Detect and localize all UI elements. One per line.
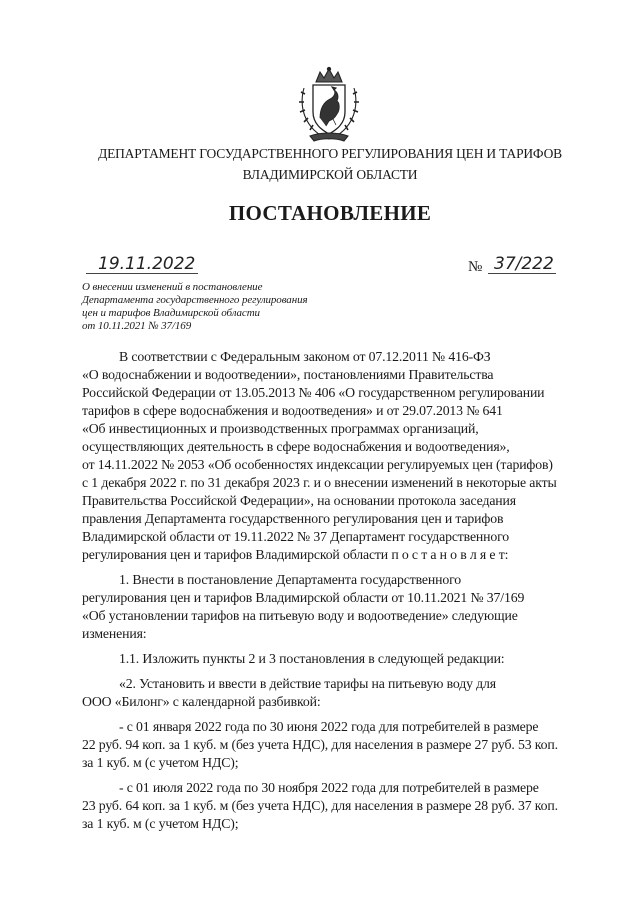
body-line: осуществляющих деятельность в сфере водоснабжения и водоотведения», bbox=[82, 439, 510, 454]
body-line: 1. Внести в постановление Департамента государственного bbox=[119, 572, 462, 587]
subject-line: цен и тарифов Владимирской области bbox=[82, 307, 260, 319]
body-line: ООО «Билонг» с календарной разбивкой: bbox=[82, 694, 321, 709]
body-line: регулирования цен и тарифов Владимирской области п о с т а н о в л я е т: bbox=[82, 547, 509, 562]
body-line: правления Департамента государственного регулирования цен и тарифов bbox=[82, 511, 504, 526]
body-line: 23 руб. 64 коп. за 1 куб. м (без учета НДС), для населения в размере 28 руб. 37 коп. bbox=[82, 798, 558, 813]
body-line: «2. Установить и ввести в действие тарифы на питьевую воду для bbox=[119, 676, 496, 691]
department-name-line-2: ВЛАДИМИРСКОЙ ОБЛАСТИ bbox=[242, 167, 418, 182]
document-title: ПОСТАНОВЛЕНИЕ bbox=[228, 201, 432, 225]
body-line: «О водоснабжении и водоотведении», постановлениями Правительства bbox=[82, 367, 494, 382]
body-line: изменения: bbox=[82, 626, 147, 641]
item-1-1-line: 1.1. Изложить пункты 2 и 3 постановления в следующей редакции: bbox=[119, 651, 505, 666]
body-line: за 1 куб. м (с учетом НДС); bbox=[82, 816, 239, 831]
document-date: 19.11.2022 bbox=[98, 254, 196, 274]
document-subject bbox=[82, 281, 382, 333]
subject-line: О внесении изменений в постановление bbox=[82, 281, 263, 293]
body-line: Правительства Российской Федерации», на основании протокола заседания bbox=[82, 493, 516, 508]
coat-of-arms-emblem bbox=[296, 66, 362, 144]
body-line: В соответствии с Федеральным законом от 07.12.2011 № 416-ФЗ bbox=[119, 349, 491, 364]
body-line: регулирования цен и тарифов Владимирской области от 10.11.2021 № 37/169 bbox=[82, 590, 525, 605]
department-name-line-1: ДЕПАРТАМЕНТ ГОСУДАРСТВЕННОГО РЕГУЛИРОВАНИЯ ЦЕН И ТАРИФОВ bbox=[98, 146, 562, 161]
date-underline bbox=[86, 273, 198, 274]
body-line: за 1 куб. м (с учетом НДС); bbox=[82, 755, 239, 770]
body-line: Владимирской области от 19.11.2022 № 37 Департамент государственного bbox=[82, 529, 510, 544]
number-underline bbox=[488, 273, 556, 274]
body-line: «Об установлении тарифов на питьевую воду и водоотведение» следующие bbox=[82, 608, 518, 623]
body-line: 22 руб. 94 коп. за 1 куб. м (без учета НДС), для населения в размере 27 руб. 53 коп. bbox=[82, 737, 558, 752]
body-line: с 1 декабря 2022 г. по 31 декабря 2023 г. и о внесении изменений в некоторые акты bbox=[82, 475, 557, 490]
body-line: - с 01 июля 2022 года по 30 ноября 2022 года для потребителей в размере bbox=[119, 780, 539, 795]
body-line: Российской Федерации от 13.05.2013 № 406 «О государственном регулировании bbox=[82, 385, 545, 400]
document-number: 37/222 bbox=[494, 254, 554, 274]
body-line: - с 01 января 2022 года по 30 июня 2022 года для потребителей в размере bbox=[119, 719, 539, 734]
number-label: № bbox=[468, 259, 483, 275]
body-line: тарифов в сфере водоснабжения и водоотведения» и от 29.07.2013 № 641 bbox=[82, 403, 503, 418]
subject-line: от 10.11.2021 № 37/169 bbox=[82, 320, 192, 332]
body-line: от 14.11.2022 № 2053 «Об особенностях индексации регулируемых цен (тарифов) bbox=[82, 457, 553, 472]
body-line: «Об инвестиционных и производственных программах организаций, bbox=[82, 421, 479, 436]
subject-line: Департамента государственного регулирования bbox=[82, 294, 308, 306]
